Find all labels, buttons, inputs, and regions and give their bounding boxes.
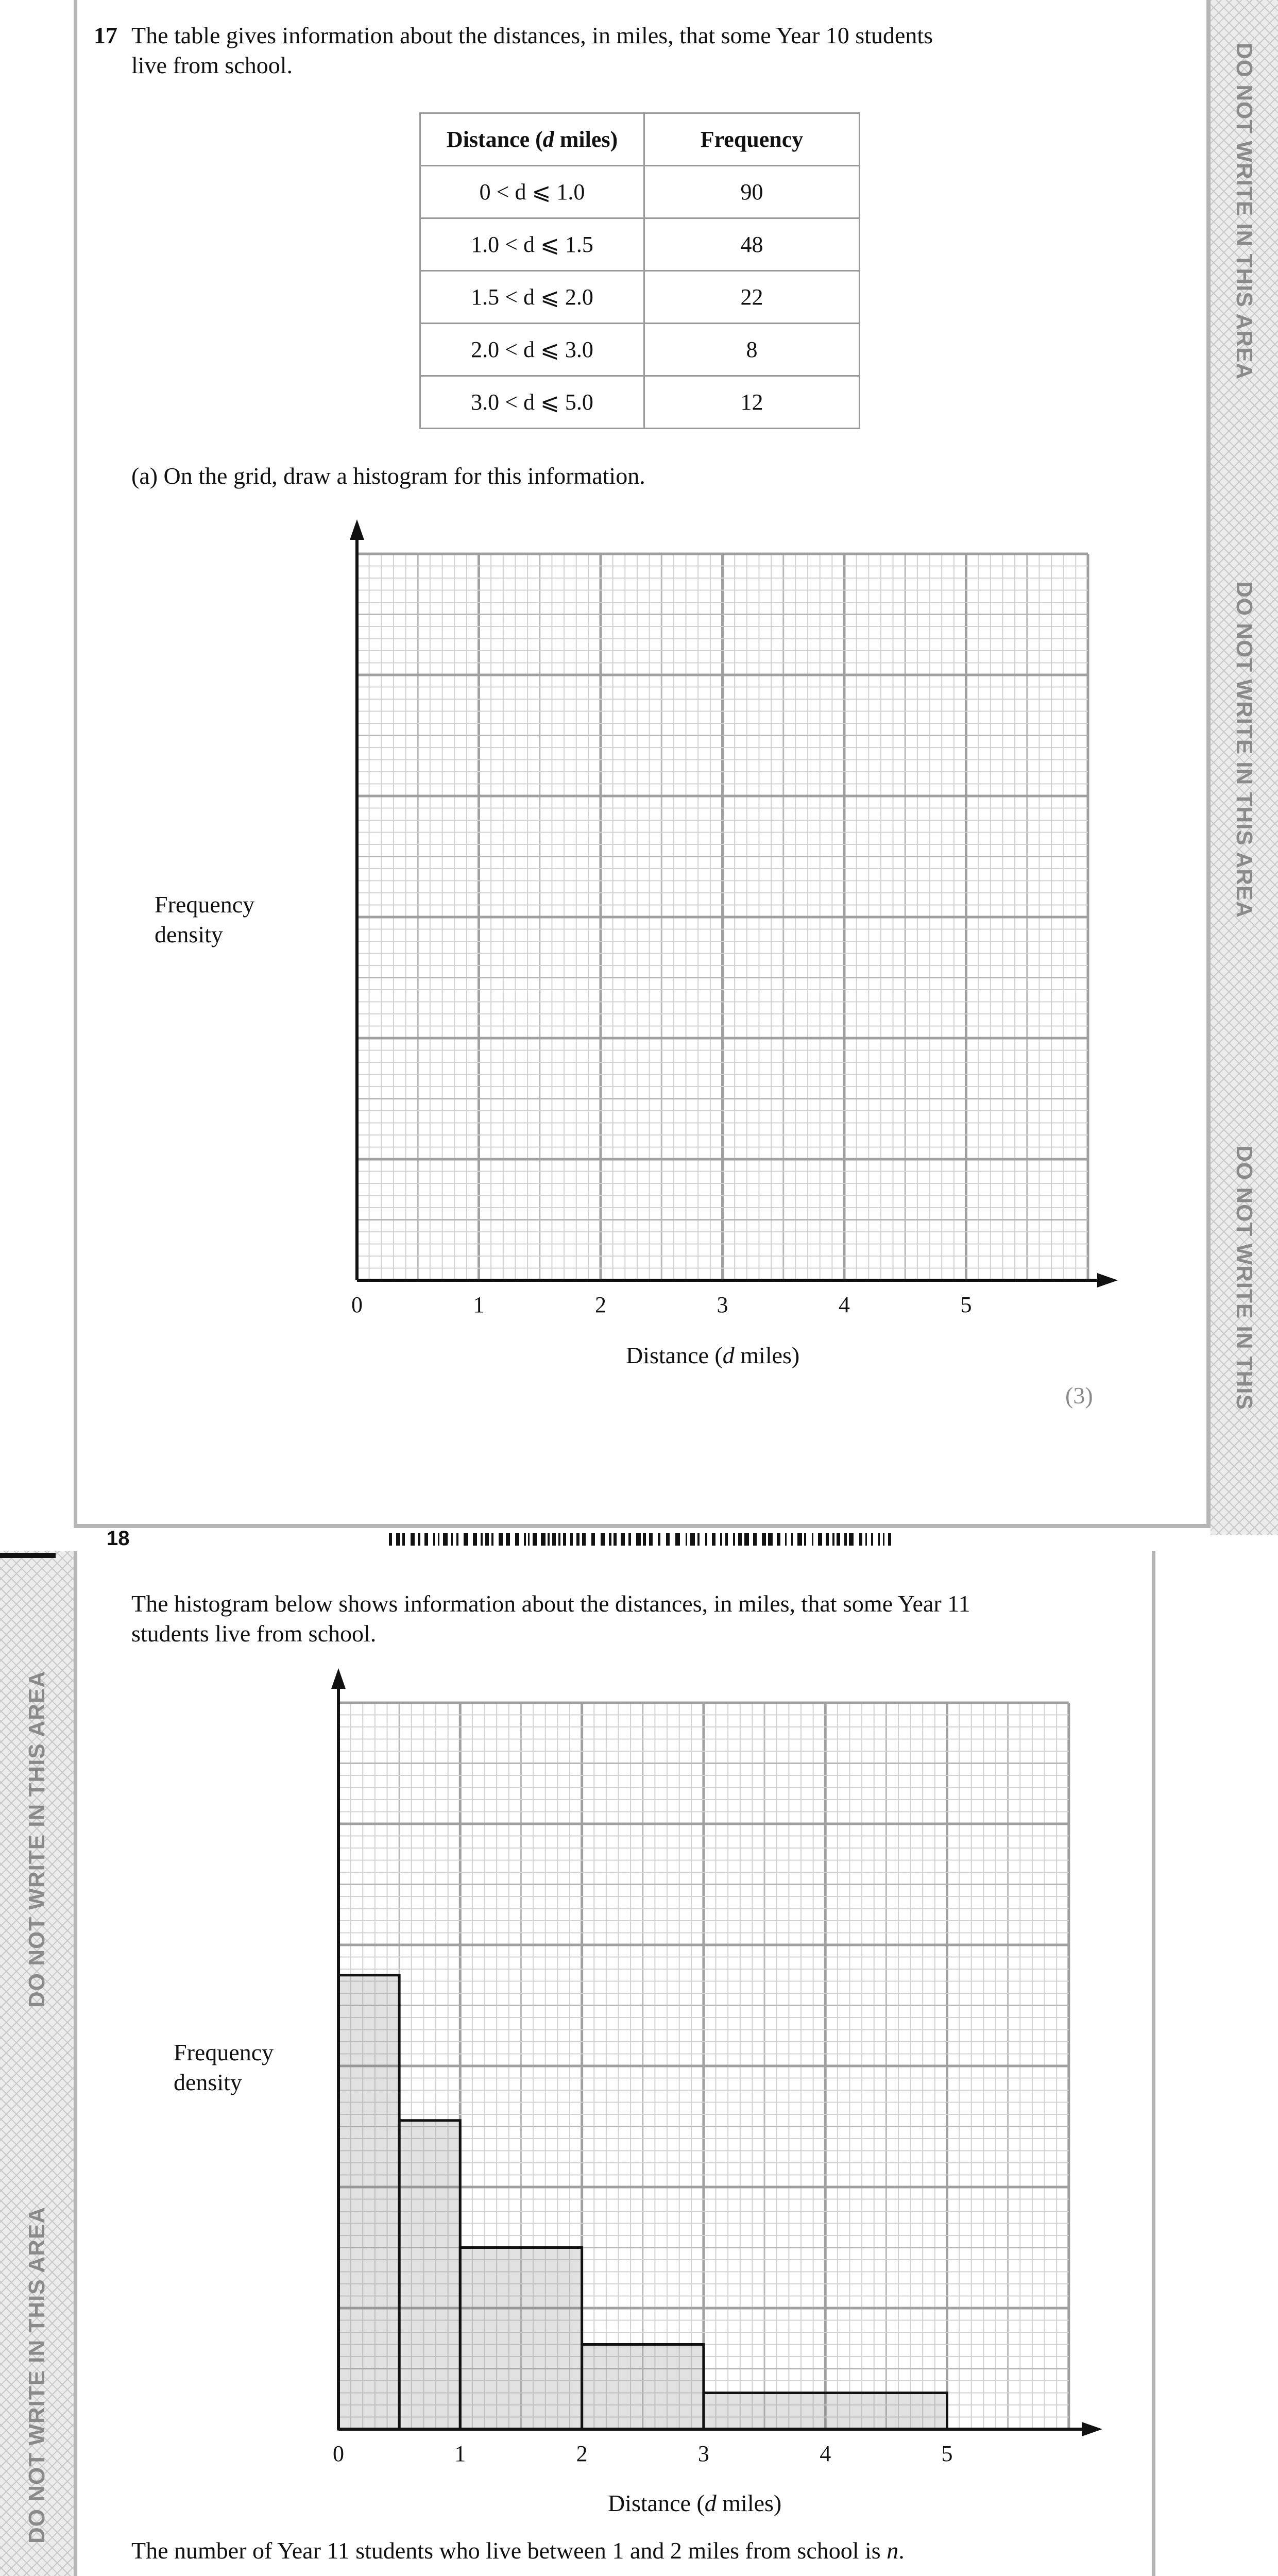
statement: The number of Year 11 students who live between 1 and 2 miles from school is n. [131,2537,905,2564]
question-intro-line-1: The table gives information about the distances, in miles, that some Year 10 students [131,22,933,48]
table-cell-interval: 1.0 < d ⩽ 1.5 [420,218,644,271]
histogram-bar [460,2248,582,2430]
table-cell-frequency: 8 [644,324,860,376]
table-cell-frequency: 22 [644,271,860,324]
y-axis-arrow [331,1668,346,1689]
table-cell-interval: 2.0 < d ⩽ 3.0 [420,324,644,376]
histogram-bar [399,2121,460,2429]
y-axis-label-line-2: density [155,921,223,947]
x-axis-arrow [1097,1273,1118,1287]
y-axis-label-line-2: density [174,2069,242,2095]
x-tick-label: 5 [941,2441,953,2466]
question-intro-line-2: live from school. [131,52,293,78]
x-tick-label: 0 [351,1292,363,1317]
x-tick-label: 3 [697,2441,709,2466]
table-cell-frequency: 90 [644,166,860,218]
histogram-bar [338,1975,399,2429]
histogram-bar [582,2345,704,2430]
margin-warning-4: DO NOT WRITE IN THIS AREA [24,1670,49,2008]
y-axis-label-line-1: Frequency [155,891,255,918]
margin-warning-1: DO NOT WRITE IN THIS AREA [1232,42,1257,380]
x-tick-label: 2 [576,2441,588,2466]
x-tick-label: 1 [454,2441,466,2466]
x-axis-arrow [1082,2422,1102,2436]
x-tick-label: 2 [595,1292,606,1317]
table-cell-frequency: 12 [644,376,860,429]
x-axis-label-1: Distance (d miles) [626,1342,800,1368]
table-header-frequency: Frequency [644,113,860,166]
x-tick-label: 4 [820,2441,831,2466]
x-tick-label: 1 [473,1292,485,1317]
x-tick-label: 3 [717,1292,728,1317]
page-2-intro-line-1: The histogram below shows information about the distances, in miles, that some Year 11 [131,1590,970,1617]
x-tick-label: 4 [839,1292,850,1317]
margin-warning-5: DO NOT WRITE IN THIS AREA [24,2206,49,2544]
table-cell-interval: 1.5 < d ⩽ 2.0 [420,271,644,324]
table-header-distance: Distance (d miles) [420,113,644,166]
table-cell-interval: 0 < d ⩽ 1.0 [420,166,644,218]
table-cell-frequency: 48 [644,218,860,271]
x-axis-label-2: Distance (d miles) [608,2490,782,2516]
y-axis-arrow [350,519,364,540]
page-2-intro-line-2: students live from school. [131,1620,377,1647]
part-a-instruction: (a) On the grid, draw a histogram for this information. [131,463,645,489]
histogram-bar [704,2393,947,2430]
table-cell-interval: 3.0 < d ⩽ 5.0 [420,376,644,429]
x-tick-label: 5 [960,1292,972,1317]
part-a-marks: (3) [1065,1382,1093,1409]
page-2 [0,1527,1278,2576]
page-number: 18 [107,1527,130,1550]
margin-warning-3: DO NOT WRITE IN THIS [1232,1145,1257,1410]
y-axis-label-line-1: Frequency [174,2039,274,2065]
question-number: 17 [94,22,117,48]
histogram-year-11 [0,1535,1278,2576]
margin-warning-2: DO NOT WRITE IN THIS AREA [1232,581,1257,919]
x-tick-label: 0 [333,2441,344,2466]
